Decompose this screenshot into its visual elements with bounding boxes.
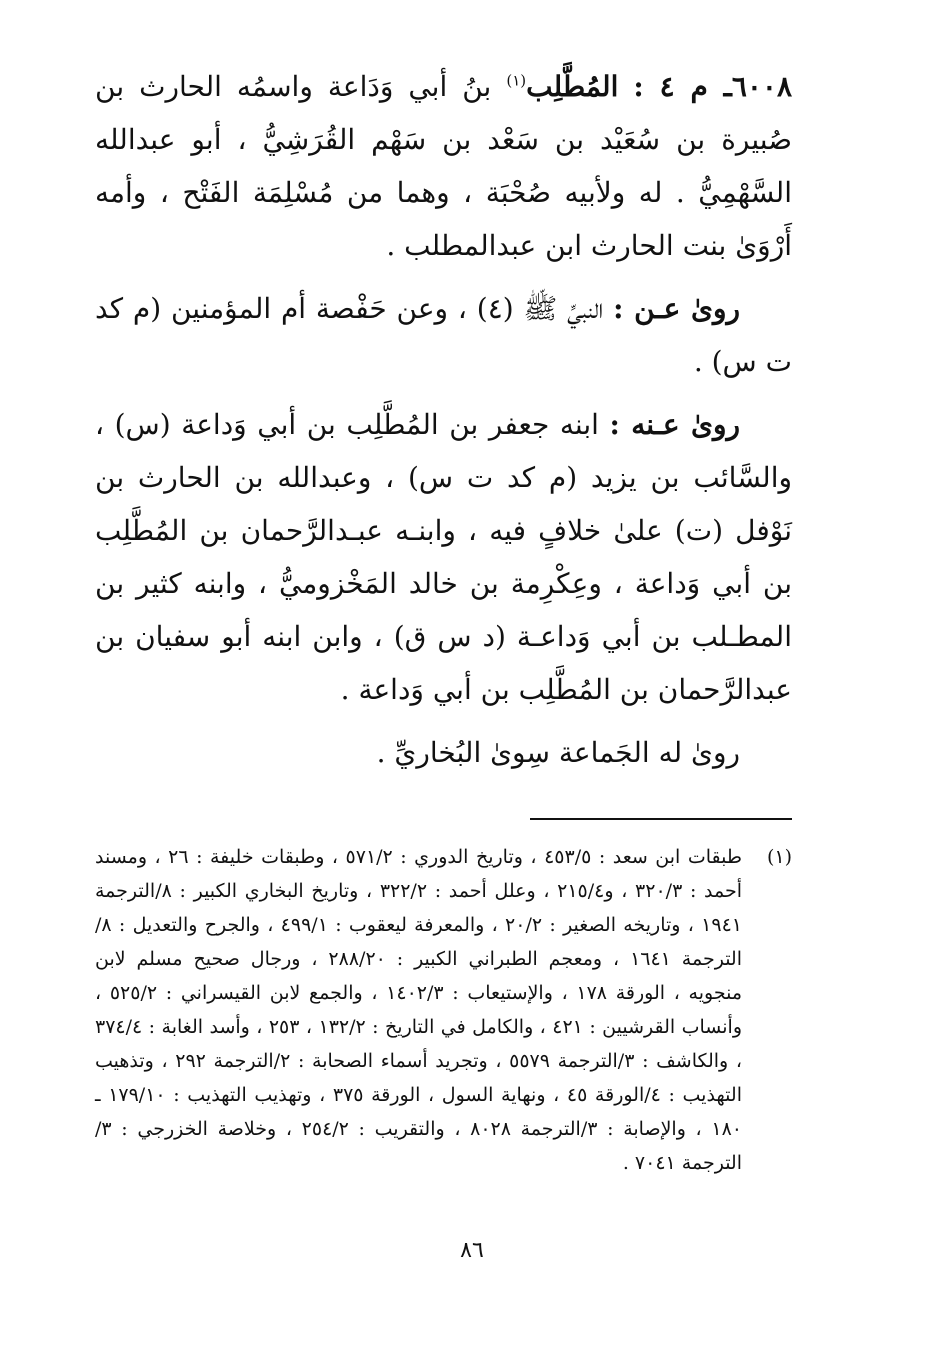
footnote-separator bbox=[530, 818, 792, 820]
rawa-an-heading: روىٰ عـن : bbox=[613, 292, 740, 325]
footnote-reference: (١) bbox=[506, 71, 527, 90]
footnote-text: طبقات ابن سعد : ٤٥٣/٥ ، وتاريخ الدوري : ٥٧١/٢ ، وطبقات خليفة : ٢٦ ، ومسند أحمد : ٣٢٠/٣ ، و٢١٥/٤ ، وعلل أحمد : ٣٢٢/٢ ، وتاريخ البخاري الكبير : ٨/الترجمة ١٩٤١ ، وتاريخه الصغير : ٢٠/٢ ، والمعرفة ليعقوب : ٤٩٩/١ ، والجرح والتعديل : ٨/الترجمة ١٦٤١ ، ومعجم الطبراني الكبير : ٢٨٨/٢٠ ، ورجال صحيح مسلم لابن منجويه ، الورقة ١٧٨ ، والإستيعاب : ١٤٠٢/٣ ، والجمع لابن القيسراني : ٥٢٥/٢ ، وأنساب القرشيين : ٤٢١ ، والكامل في التاريخ : ١٣٢/٢ ، ٢٥٣ ، وأسد الغابة : ٣٧٤/٤ ، والكاشف : ٣/الترجمة ٥٥٧٩ ، وتجريد أسماء الصحابة : ٢/الترجمة ٢٩٢ ، وتذهيب التهذيب : ٤/الورقة ٤٥ ، ونهاية السول ، الورقة ٣٧٥ ، وتهذيب التهذيب : ١٧٩/١٠ ـ ١٨٠ ، والإصابة : ٣/الترجمة ٨٠٢٨ ، والتقريب : ٢٥٤/٢ ، وخلاصة الخزرجي : ٣/الترجمة ٧٠٤١ . bbox=[95, 846, 743, 1174]
rawa-lahu-paragraph bbox=[95, 726, 792, 779]
entry-paragraph bbox=[95, 60, 792, 272]
rawa-an-text: النبيِّ ﷺ (٤) ، وعن حَفْصة أم المؤمنين (م كد ت س) . bbox=[95, 292, 792, 378]
page-number: ٨٦ bbox=[460, 1238, 484, 1263]
footnote bbox=[95, 840, 792, 1180]
rawa-lahu-text: روىٰ له الجَماعة سِوىٰ البُخاريِّ . bbox=[376, 736, 740, 769]
rawa-anhu-heading: روىٰ عـنه : bbox=[609, 408, 740, 441]
footnote-number: (١) bbox=[766, 846, 792, 868]
rawa-an-paragraph bbox=[95, 282, 792, 388]
rawa-anhu-paragraph bbox=[95, 398, 792, 716]
rawa-anhu-text: ابنه جعفر بن المُطَّلِب بن أبي وَداعة (س) ، والسَّائب بن يزيد (م كد ت س) ، وعبدالله بن الحارث بن نَوْفل (ت) علىٰ خلافٍ فيه ، وابنـه عبـدالرَّحمان بن المُطَّلِب بن أبي وَداعة ، وعِكْرِمة بن خالد المَخْزوميُّ ، وابنه كثير بن المطـلب بن أبي وَداعـة (د س ق) ، وابن ابنه أبو سفيان بن عبدالرَّحمان بن المُطَّلِب بن أبي وَداعة . bbox=[95, 408, 792, 706]
entry-number: ٦٠٠٨ـ م ٤ : bbox=[633, 70, 792, 103]
main-text bbox=[95, 60, 792, 779]
entry-name: المُطَّلِب bbox=[526, 70, 619, 103]
entry-text: بنُ أبي وَدَاعة واسمُه الحارث بن صُبيرة بن سُعَيْد بن سَعْد بن سَهْم القُرَشِيُّ ، أبو عبدالله السَّهْمِيُّ . له ولأبيه صُحْبَة ، وهما من مُسْلِمَة الفَتْح ، وأمه أَرْوَىٰ بنت الحارث ابن عبدالمطلب . bbox=[95, 70, 792, 262]
